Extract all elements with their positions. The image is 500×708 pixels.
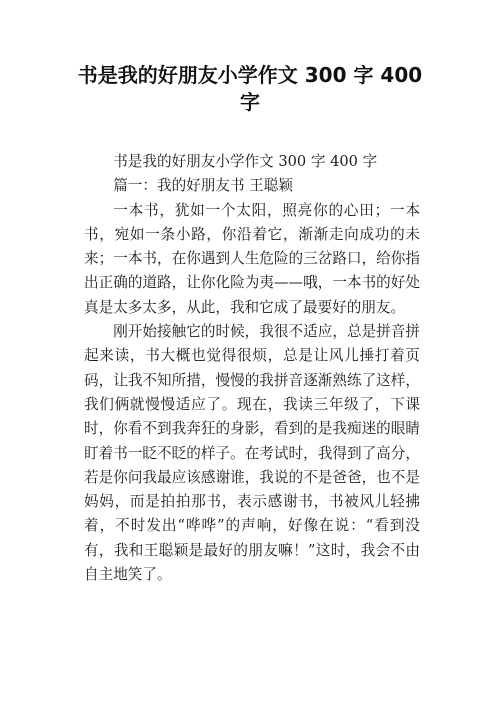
paragraph-heading: 篇一：我的好朋友书 王聪颖 <box>113 177 293 195</box>
document-body <box>84 150 420 587</box>
paragraph: 一本书，犹如一个太阳，照亮你的心田；一本书，宛如一条小路，你沿着它，渐渐走向成功的未来；一本书，在你遇到人生危险的三岔路口，给你指出正确的道路，让你化险为夷——哦，一本书的好处真是太多太多，从此，我和它成了最要好的朋友。 <box>84 201 420 316</box>
paragraph-subtitle: 书是我的好朋友小学作文 300 字 400 字 <box>113 153 378 170</box>
paragraph: 刚开始接触它的时候，我很不适应，总是拼音拼起来读，书大概也觉得很烦，总是让风儿捶打着页码，让我不知所措，慢慢的我拼音逐渐熟练了这样，我们俩就慢慢适应了。现在，我读三年级了，下课时，你看不到我奔狂的身影，看到的是我痴迷的眼睛盯着书一眨不眨的样子。在考试时，我得到了高分，若是你问我最应该感谢谁，我说的不是爸爸，也不是妈妈，而是拍拍那书，表示感谢书，书被风儿轻拂着，不时发出“哗哗”的声响，好像在说：“看到没有，我和王聪颖是最好的朋友嘛！”这时，我会不由自主地笑了。 <box>84 323 420 584</box>
document-title: 书是我的好朋友小学作文 300 字 400 字 <box>77 63 423 114</box>
